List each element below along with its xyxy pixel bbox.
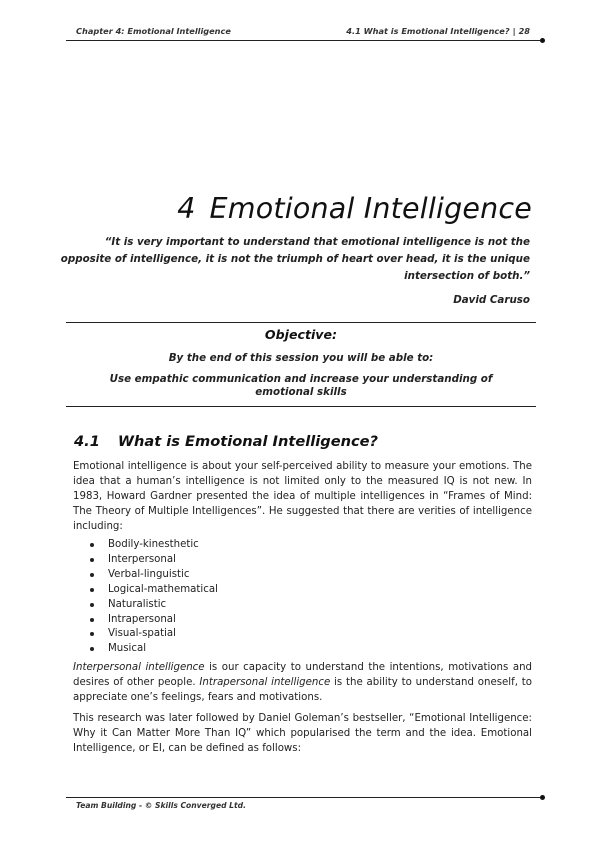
objective-intro: By the end of this session you will be able to: <box>168 352 434 364</box>
goleman-paragraph: This research was later followed by Daniel Goleman’s bestseller, “Emotional Intelligence: Why it Can Matter More Than IQ” which popularised the term and the idea. Emotional Intelligence, or EI, can be defined as follows: <box>73 713 532 754</box>
list-item: Visual-spatial <box>90 627 218 642</box>
chapter-title <box>177 192 532 225</box>
list-item: Intrapersonal <box>90 613 218 628</box>
list-item: Interpersonal <box>90 553 218 568</box>
running-header-section <box>346 26 530 36</box>
interpersonal-definition: is our capacity to understand the intentions, motivations and desires of other people. <box>73 662 532 688</box>
footer-rule <box>66 797 540 798</box>
footer-rule-dot <box>540 795 545 800</box>
list-item: Musical <box>90 642 218 657</box>
objective-goal: Use empathic communication and increase your understanding of emotional skills <box>109 373 493 398</box>
intro-paragraph: Emotional intelligence is about your self-perceived ability to measure your emotions. The idea that a human’s intelligence is not limited only to the measured IQ is not new. In 1983, Howard Gardner presented the idea of multiple intelligences in “Frames of Mind: The Theory of Multiple Intelligences”. He suggested that there are verities of intelligence including: <box>73 461 532 532</box>
intrapersonal-term: Intrapersonal intelligence <box>199 676 331 688</box>
list-item: Bodily-kinesthetic <box>90 538 218 553</box>
interpersonal-term: Interpersonal intelligence <box>73 662 205 673</box>
epigraph-author: David Caruso <box>453 294 530 306</box>
epigraph-quote: “It is very important to understand that emotional intelligence is not the opposite of intelligence, it is not the triumph of heart over head, it is the unique intersection of both.” <box>60 236 530 282</box>
header-separator: | <box>512 26 516 36</box>
intrapersonal-definition: is the ability to understand oneself, to appreciate one’s feelings, fears and motivations. <box>73 676 532 703</box>
header-rule-dot <box>540 38 545 43</box>
section-heading <box>74 433 378 450</box>
header-rule <box>66 40 540 41</box>
objective-title: Objective: <box>264 327 338 342</box>
objective-top-rule <box>66 322 536 323</box>
section-title: What is Emotional Intelligence? <box>117 433 378 450</box>
chapter-title-text: Emotional Intelligence <box>209 192 532 225</box>
list-item: Verbal-linguistic <box>90 568 218 583</box>
section-number: 4.1 <box>74 433 100 450</box>
definitions-paragraph <box>73 661 532 706</box>
intelligences-list <box>90 538 218 657</box>
page-number: 28 <box>518 26 530 36</box>
chapter-number: 4 <box>177 192 196 225</box>
running-header-section-title: 4.1 What is Emotional Intelligence? <box>346 26 510 36</box>
objective-bottom-rule <box>66 406 536 407</box>
list-item: Naturalistic <box>90 598 218 613</box>
running-header-chapter: Chapter 4: Emotional Intelligence <box>76 26 231 36</box>
list-item: Logical-mathematical <box>90 583 218 598</box>
footer-copyright: Team Building - © Skills Converged Ltd. <box>76 801 246 810</box>
